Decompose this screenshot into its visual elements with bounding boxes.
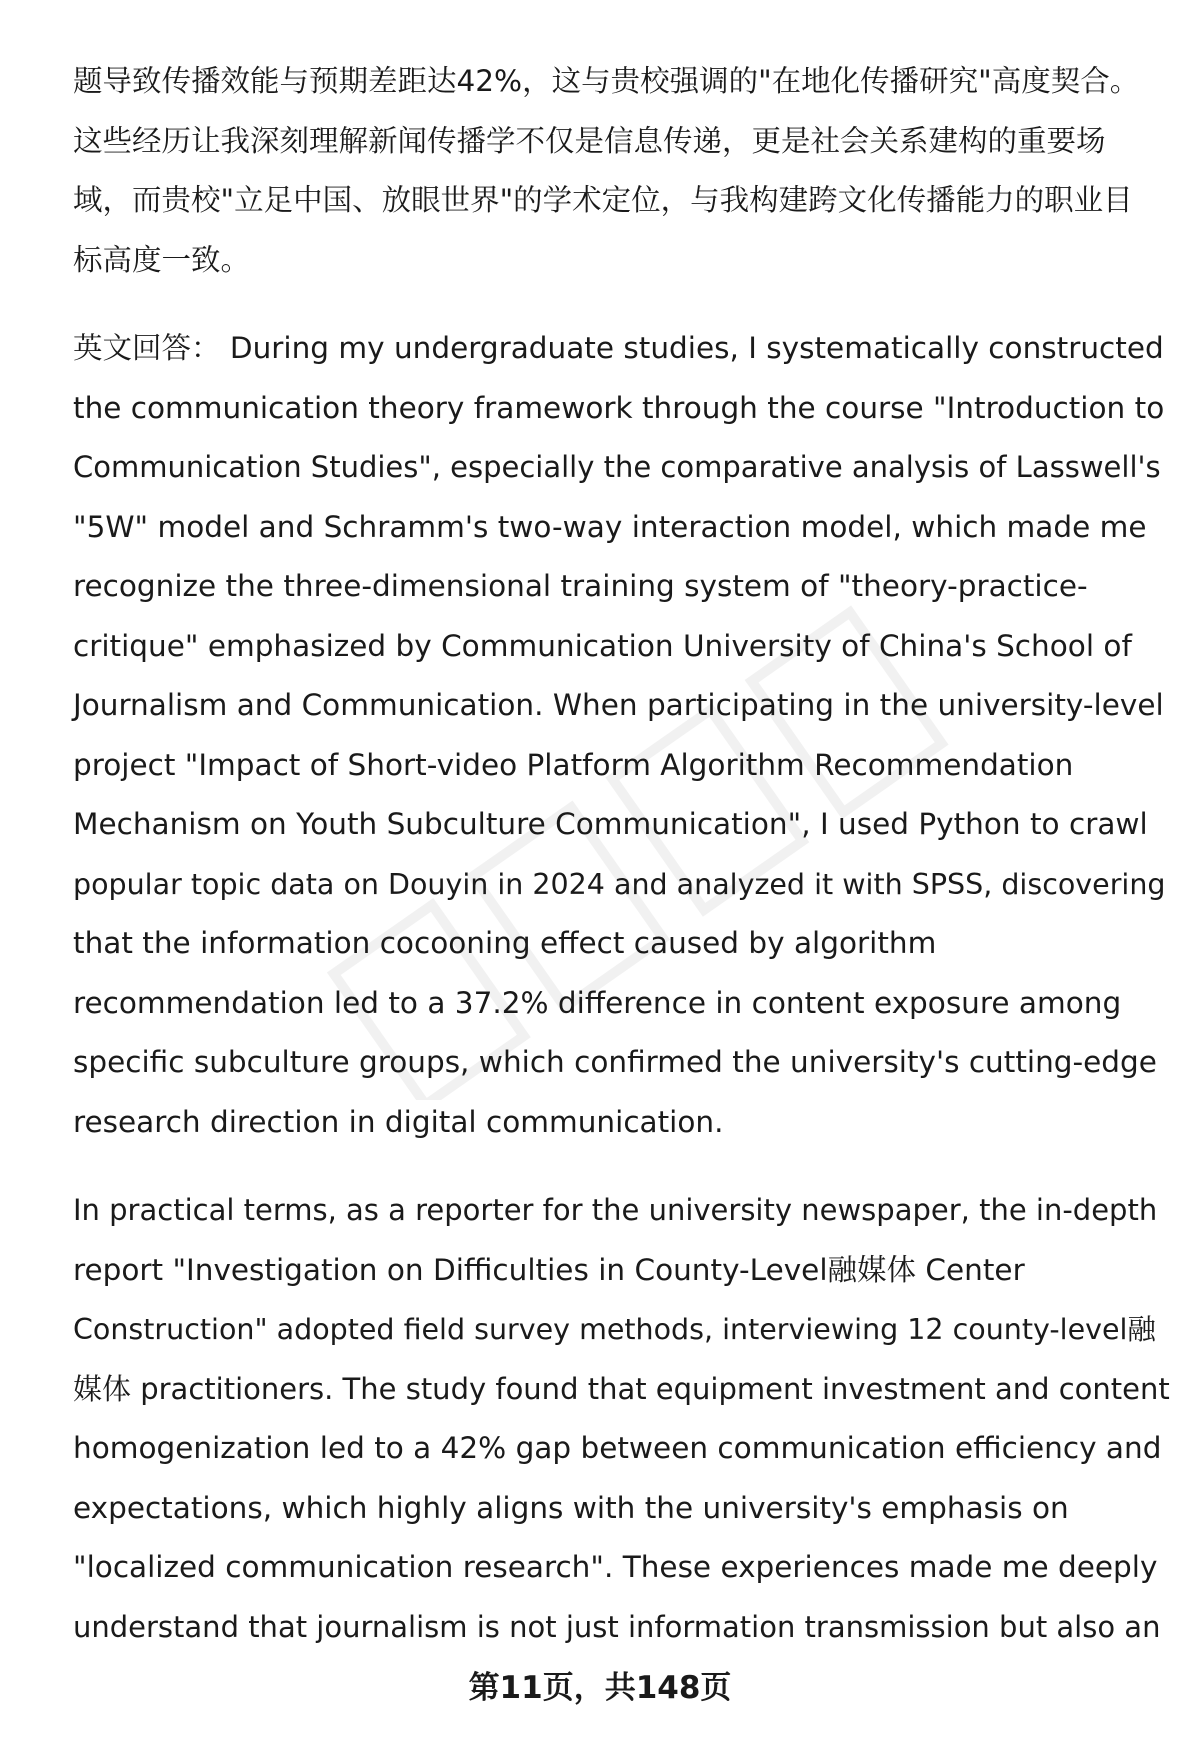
text-line: recognize the three-dimensional training system of "theory-practice- (73, 569, 1088, 603)
document-body (73, 52, 1173, 1657)
paragraph-practical-experience (73, 1181, 1173, 1657)
text-line: Communication Studies", especially the comparative analysis of Lasswell's (73, 450, 1161, 484)
text-line: 题导致传播效能与预期差距达42%，这与贵校强调的"在地化传播研究"高度契合。 (73, 64, 1140, 98)
text-line: 域，而贵校"立足中国、放眼世界"的学术定位，与我构建跨文化传播能力的职业目 (73, 183, 1133, 217)
text-line: project "Impact of Short-video Platform Algorithm Recommendation (73, 747, 1074, 782)
paragraph-chinese-answer-end (73, 52, 1173, 290)
text-line: In practical terms, as a reporter for the university newspaper, the in-depth (73, 1193, 1158, 1227)
text-line: 英文回答： During my undergraduate studies, I systematically constructed (73, 331, 1164, 365)
text-line: the communication theory framework through the course "Introduction to (73, 390, 1165, 425)
text-line: understand that journalism is not just information transmission but also an (73, 1609, 1161, 1644)
text-line: expectations, which highly aligns with the university's emphasis on (73, 1490, 1069, 1525)
text-line: 标高度一致。 (73, 242, 251, 277)
text-line: homogenization led to a 42% gap between communication efficiency and (73, 1431, 1162, 1465)
text-line: specific subculture groups, which confirmed the university's cutting-edge (73, 1045, 1157, 1079)
text-line: popular topic data on Douyin in 2024 and analyzed it with SPSS, discovering (73, 867, 1166, 901)
text-line: Construction" adopted field survey methods, interviewing 12 county-level融 (73, 1313, 1156, 1346)
text-line: critique" emphasized by Communication University of China's School of (73, 628, 1132, 663)
text-line: research direction in digital communication. (73, 1104, 724, 1139)
text-line: "localized communication research". These experiences made me deeply (73, 1550, 1158, 1584)
text-line: 这些经历让我深刻理解新闻传播学不仅是信息传递，更是社会关系建构的重要场 (73, 123, 1106, 158)
text-line: Mechanism on Youth Subculture Communication", I used Python to crawl (73, 807, 1148, 841)
text-line: recommendation led to a 37.2% difference in content exposure among (73, 985, 1122, 1020)
paragraph-english-answer (73, 319, 1173, 1152)
text-line: "5W" model and Schramm's two-way interaction model, which made me (73, 509, 1147, 544)
text-line: that the information cocooning effect caused by algorithm (73, 926, 937, 960)
text-line: report "Investigation on Difficulties in County-Level融媒体 Center (73, 1252, 1025, 1287)
text-line: 媒体 practitioners. The study found that equipment investment and content (73, 1371, 1170, 1406)
text-line: Journalism and Communication. When participating in the university-level (73, 688, 1164, 722)
page-number-footer: 第11页，共148页 (468, 1670, 732, 1706)
